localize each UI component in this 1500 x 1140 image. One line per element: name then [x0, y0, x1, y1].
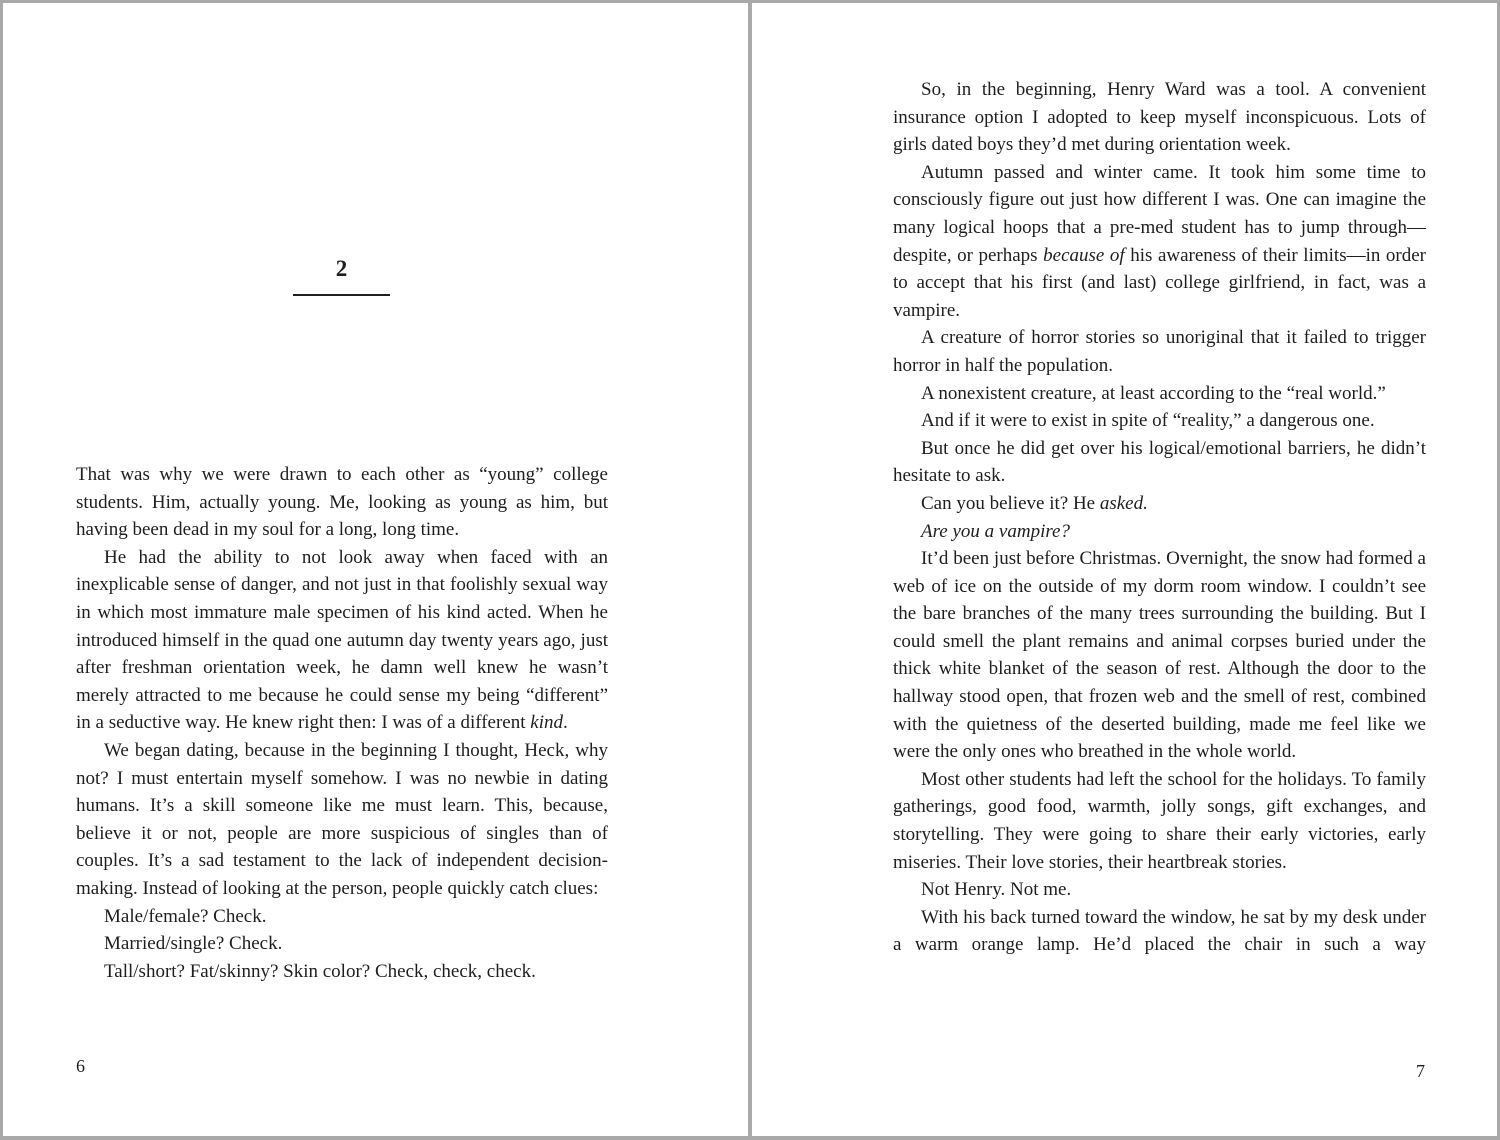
paragraph: With his back turned toward the window, he sat by my desk under a warm orange lamp. He’d placed the chair in such a way [893, 906, 1426, 956]
page-number: 7 [1416, 1061, 1425, 1081]
paragraph-text: . [562, 712, 568, 734]
paragraph [893, 159, 1426, 325]
emphasis-text: asked. [1099, 492, 1148, 514]
emphasis-text: Are you a vampire? [921, 520, 1070, 542]
paragraph-text: his awareness of their limits—in order to accept that his first (and last) college girlfriend, in fact, was a vampire. [893, 244, 1427, 321]
paragraph [893, 490, 1426, 518]
paragraph: Most other students had left the school for the holidays. To family gatherings, good food, warmth, jolly songs, gift exchanges, and storytelling. They were going to share their early victories, early miseries. Their love stories, their heartbreak stories. [893, 768, 1426, 873]
paragraph: A nonexistent creature, at least according to the “real world.” [921, 382, 1386, 404]
paragraph [76, 544, 608, 737]
paragraph: We began dating, because in the beginning I thought, Heck, why not? I must entertain myself somehow. I was no newbie in dating humans. It’s a skill someone like me must learn. This, because, believe it or not, people are more suspicious of singles than of couples. It’s a sad testament to the lack of independent decision-making. Instead of looking at the person, people quickly catch clues: [76, 739, 608, 899]
paragraph: So, in the beginning, Henry Ward was a tool. A convenient insurance option I adopted to keep myself inconspicuous. Lots of girls dated boys they’d met during orientation week. [893, 79, 1426, 156]
right-page-text [893, 76, 1426, 959]
right-page [752, 3, 1497, 1136]
page-number: 6 [76, 1056, 85, 1076]
paragraph: But once he did get over his logical/emotional barriers, he didn’t hesitate to ask. [893, 437, 1426, 487]
paragraph [893, 518, 1426, 546]
checklist-line: Tall/short? Fat/skinny? Skin color? Check, check, check. [104, 960, 536, 982]
paragraph-text: He had the ability to not look away when faced with an inexplicable sense of danger, and not just in that foolishly sexual way in which most immature male specimen of his kind acted. When he introduced himself in the quad one autumn day twenty years ago, just after freshman orientation week, he damn well knew he wasn’t merely attracted to me because he could sense my being “different” in a seductive way. He knew right then: I was of a different [76, 546, 608, 734]
emphasis-text: because of [1043, 244, 1125, 266]
left-page [3, 3, 748, 1136]
paragraph: It’d been just before Christmas. Overnight, the snow had formed a web of ice on the outside of my dorm room window. I couldn’t see the bare branches of the many trees surrounding the building. But I could smell the plant remains and animal corpses buried under the thick white blanket of the season of rest. Although the door to the hallway stood open, that frozen web and the smell of rest, combined with the quietness of the deserted building, made me feel like we were the only ones who breathed in the whole world. [893, 548, 1426, 763]
chapter-number: 2 [335, 256, 348, 281]
checklist-line: Married/single? Check. [104, 933, 283, 955]
paragraph: And if it were to exist in spite of “reality,” a dangerous one. [921, 410, 1375, 432]
emphasis-text: kind [530, 712, 563, 734]
paragraph: That was why we were drawn to each other as “young” college students. Him, actually young. Me, looking as young as him, but having been dead in my soul for a long, long time. [76, 464, 608, 541]
paragraph: Not Henry. Not me. [921, 879, 1072, 901]
left-page-text [76, 461, 608, 985]
paragraph-text: Autumn passed and winter came. It took him some time to consciously figure out just how different I was. One can imagine the many logical hoops that a pre-med student has to jump through—despite, or perhaps [893, 161, 1426, 266]
checklist-line: Male/female? Check. [104, 905, 267, 927]
paragraph: A creature of horror stories so unoriginal that it failed to trigger horror in half the population. [893, 327, 1426, 376]
paragraph-text: Can you believe it? He [921, 492, 1100, 514]
chapter-rule [293, 294, 390, 296]
